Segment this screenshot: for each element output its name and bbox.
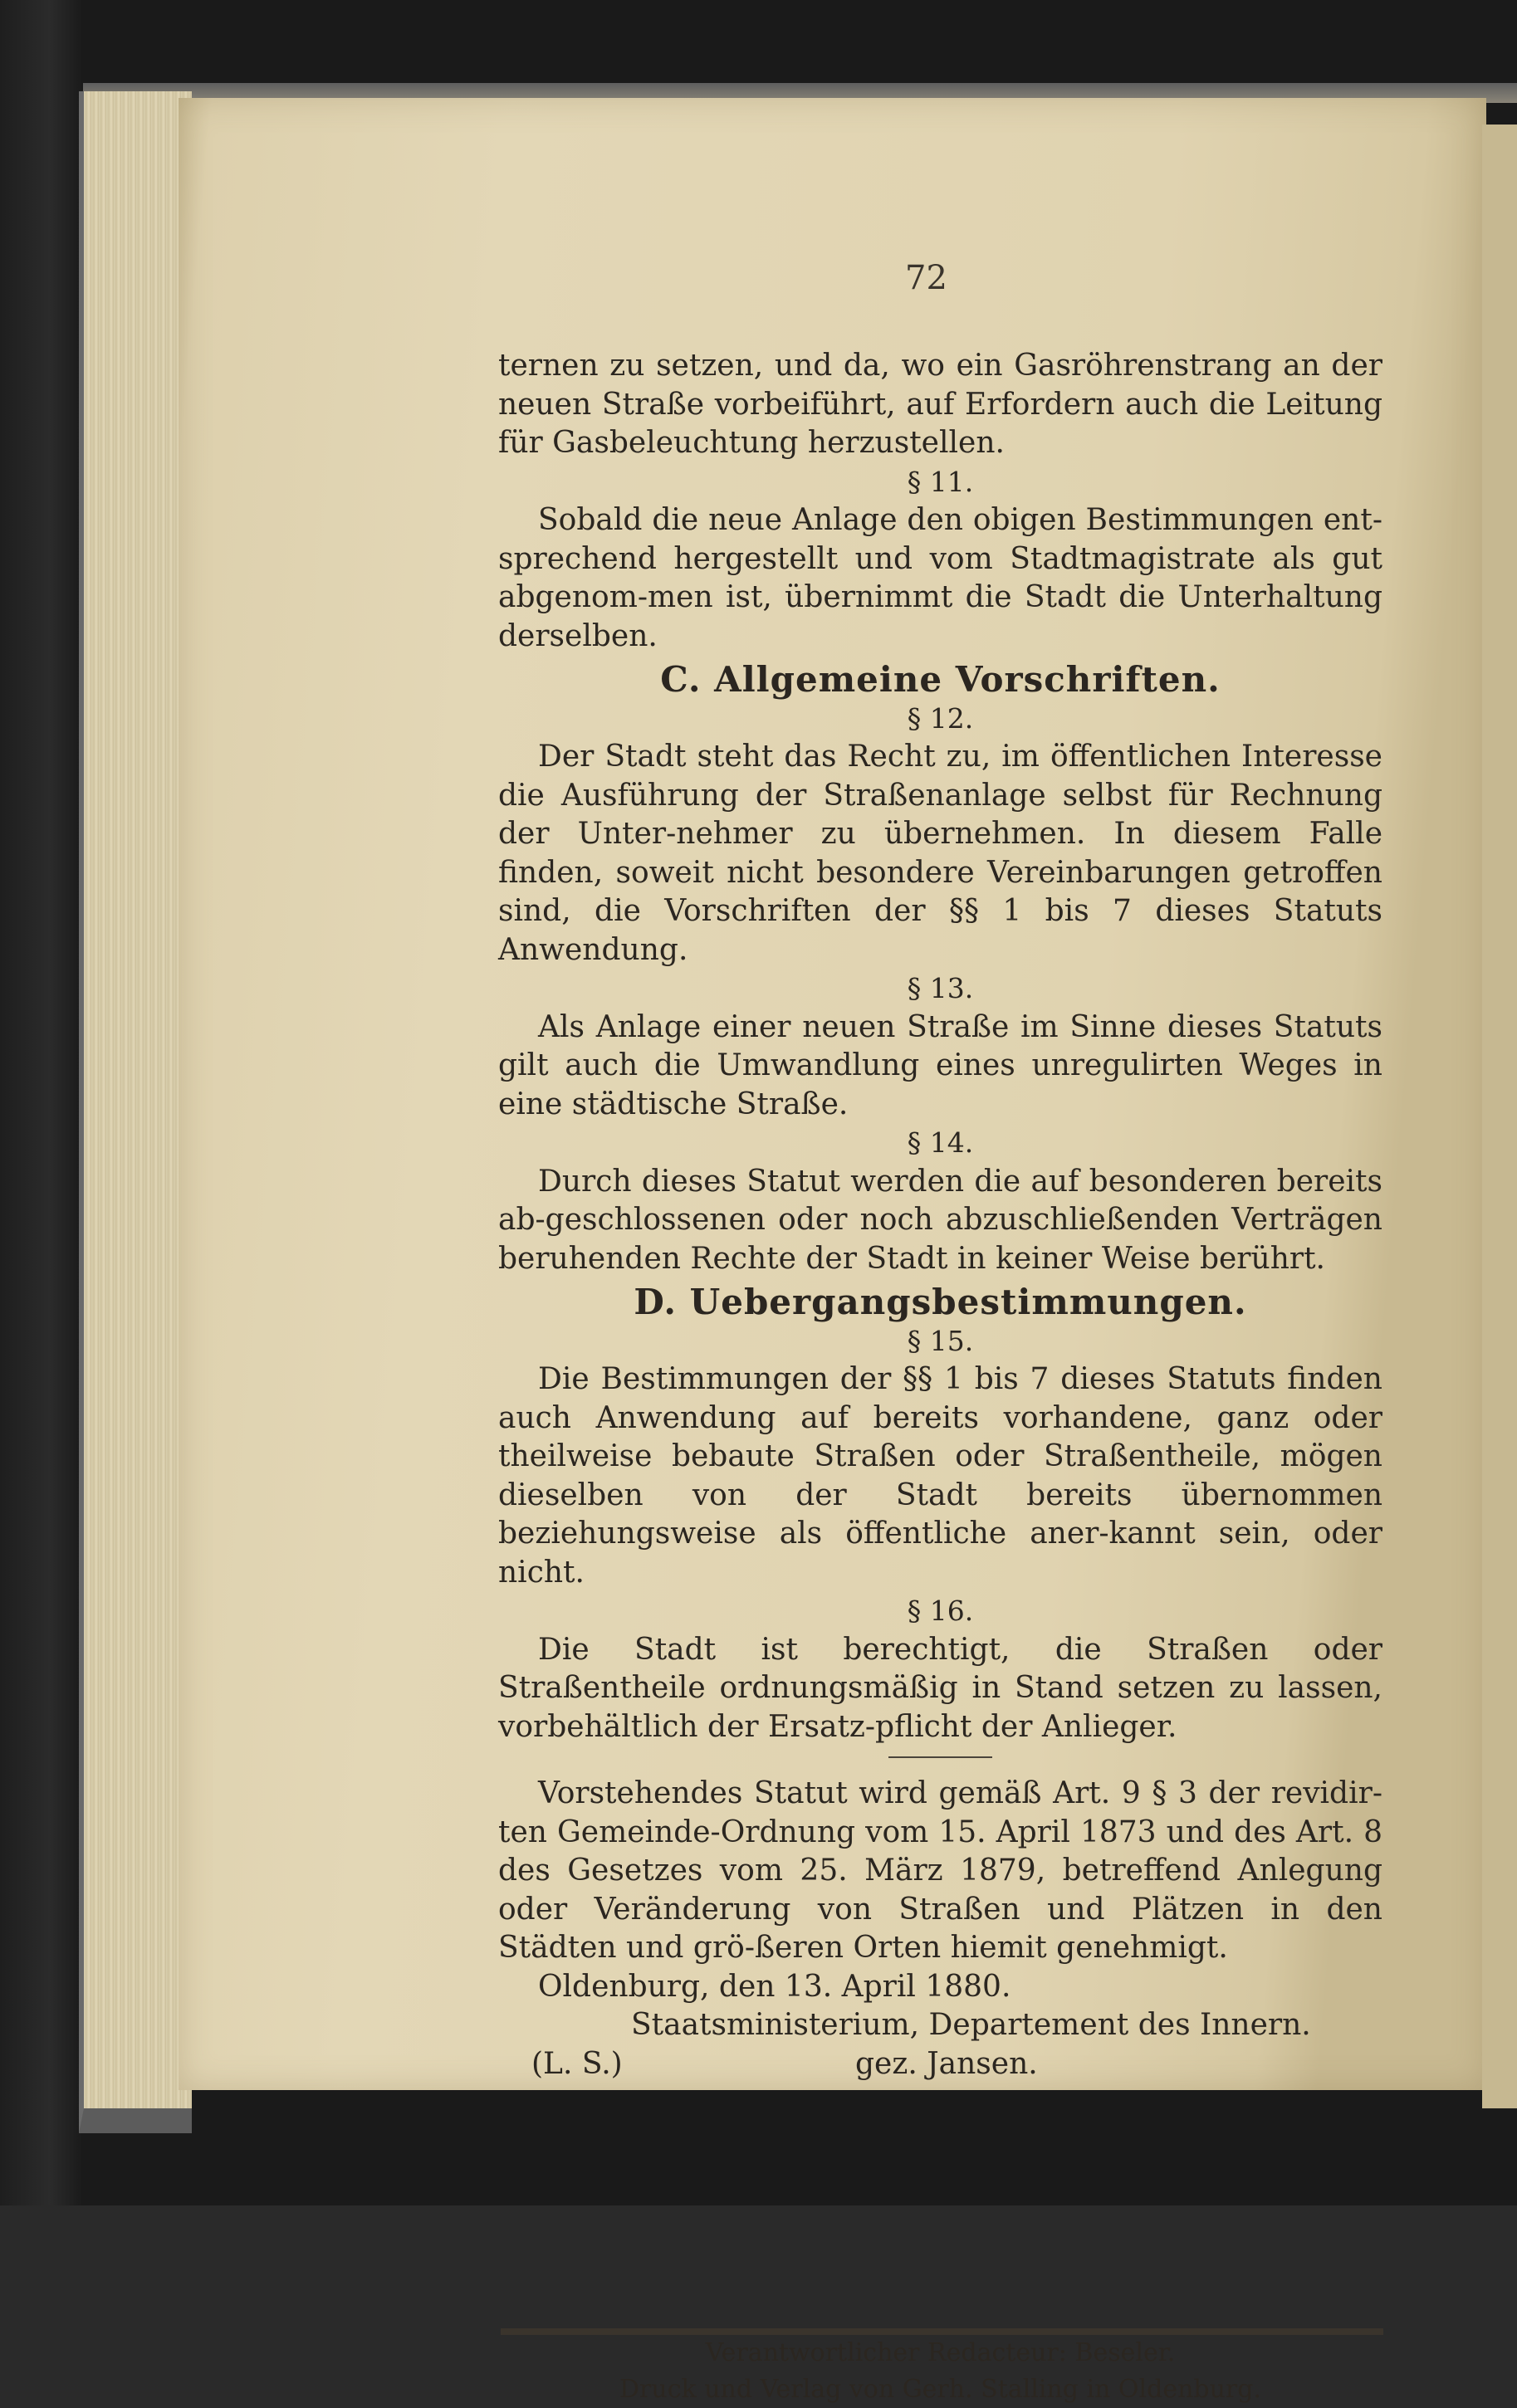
seal-mark: (L. S.) [531, 2046, 623, 2081]
section-16-text: Die Stadt ist berechtigt, die Straßen oder Straßentheile ordnungsmäßig in Stand setzen zu lassen, vorbehältlich der Ersatz-pflicht der Anlieger. [498, 1632, 1382, 1744]
page-body [498, 347, 1382, 2083]
signature: gez. Jansen. [855, 2046, 1038, 2081]
place-date: Oldenburg, den 13. April 1880. [538, 1969, 1011, 2004]
approval-text: Vorstehendes Statut wird gemäß Art. 9 § 3 der revidir-ten Gemeinde-Ordnung vom 15. April 1873 und des Art. 8 des Gesetzes vom 25. März 1879, betreffend Anlegung oder Veränderung von Straßen und Plätzen in den Städten und grö-ßeren Orten hiemit genehmigt. [498, 1776, 1382, 1965]
imprint [498, 2335, 1382, 2408]
imprint-editor: Verantwortlicher Redacteur: Beseler. [705, 2338, 1176, 2367]
signature-row [498, 2045, 1382, 2083]
section-13-label: § 13. [907, 972, 974, 1004]
separator-rule [888, 1756, 992, 1758]
section-14-label: § 14. [907, 1126, 974, 1159]
section-12-label: § 12. [907, 701, 974, 735]
section-15-text: Die Bestimmungen der §§ 1 bis 7 dieses Statuts finden auch Anwendung auf bereits vorhandene, ganz oder theilweise bebaute Straßen oder Straßentheile, mögen dieselben von der Stadt bereits übernommen beziehungsweise als öffentliche aner-kannt sein, oder nicht. [498, 1362, 1382, 1590]
imprint-printer: Druck und Verlag von Gerh. Stalling in Oldenburg. [619, 2375, 1262, 2404]
section-16-label: § 16. [907, 1595, 974, 1627]
section-11-label: § 11. [907, 465, 974, 498]
facing-page-edge [1482, 125, 1517, 2108]
section-15-label: § 15. [907, 1324, 974, 1357]
heading-d: D. Uebergangsbestimmungen. [634, 1282, 1247, 1322]
ministry-line: Staatsministerium, Departement des Innern. [631, 2008, 1311, 2042]
bottom-double-rule [501, 2328, 1383, 2335]
page-stack-edge [79, 91, 192, 2133]
section-11-text: Sobald die neue Anlage den obigen Bestimmungen ent-sprechend hergestellt und vom Stadtmagistrate als gut abgenom-men ist, übernimmt die Stadt die Unterhaltung derselben. [498, 503, 1382, 653]
paragraph-intro: ternen zu setzen, und da, wo ein Gasröhrenstrang an der neuen Straße vorbeiführt, auf Erfordern auch die Leitung für Gasbeleuchtung herzustellen. [498, 349, 1382, 460]
section-13-text: Als Anlage einer neuen Straße im Sinne dieses Statuts gilt auch die Umwandlung eines unregulirten Weges in eine städtische Straße. [498, 1009, 1382, 1121]
heading-c: C. Allgemeine Vorschriften. [660, 659, 1221, 700]
section-14-text: Durch dieses Statut werden die auf besonderen bereits ab-geschlossenen oder noch abzuschließenden Verträgen beruhenden Rechte der Stadt in keiner Weise berührt. [498, 1164, 1382, 1276]
section-12-text: Der Stadt steht das Recht zu, im öffentlichen Interesse die Ausführung der Straßenanlage selbst für Rechnung der Unter-nehmer zu übernehmen. In diesem Falle finden, soweit nicht besondere Vereinbarungen getroffen sind, die Vorschriften der §§ 1 bis 7 dieses Statuts Anwendung. [498, 740, 1382, 967]
page-number: 72 [905, 259, 947, 297]
